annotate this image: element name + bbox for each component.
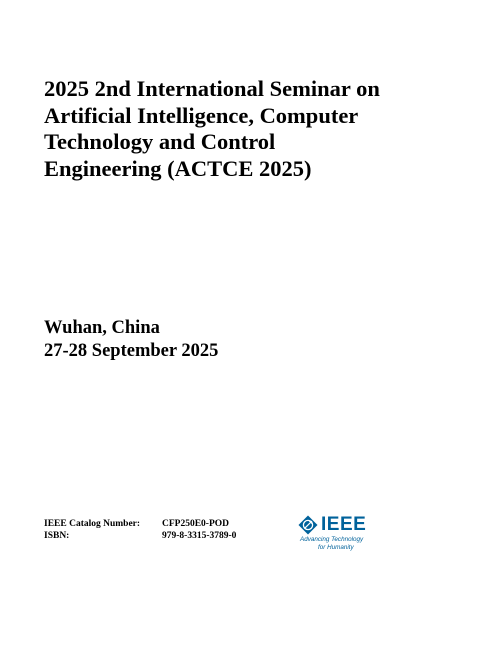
ieee-diamond-icon (298, 515, 318, 535)
isbn-label: ISBN: (44, 531, 70, 541)
ieee-tagline-line-2: for Humanity (318, 543, 354, 551)
isbn-value: 979-8-3315-3789-0 (162, 531, 237, 541)
venue-dates: 27-28 September 2025 (44, 341, 219, 361)
ieee-logo-top (298, 514, 388, 536)
catalog-number-row (44, 518, 236, 530)
ieee-tagline (298, 536, 388, 551)
title-line-2: Artificial Intelligence, Computer (44, 102, 359, 128)
ieee-logo (298, 514, 388, 554)
conference-title (44, 76, 464, 182)
catalog-number-value: CFP250E0-POD (162, 519, 230, 529)
title-line-1: 2025 2nd International Seminar on (44, 76, 380, 101)
title-line-4: Engineering (ACTCE 2025) (44, 155, 312, 181)
isbn-row (44, 530, 236, 542)
title-line-3: Technology and Control (44, 129, 276, 154)
catalog-info (44, 518, 236, 542)
ieee-wordmark: IEEE (321, 514, 367, 535)
catalog-number-label: IEEE Catalog Number: (44, 519, 141, 529)
venue-location: Wuhan, China (44, 318, 160, 338)
ieee-tagline-line-1: Advancing Technology (300, 536, 364, 543)
conference-venue (44, 317, 444, 363)
